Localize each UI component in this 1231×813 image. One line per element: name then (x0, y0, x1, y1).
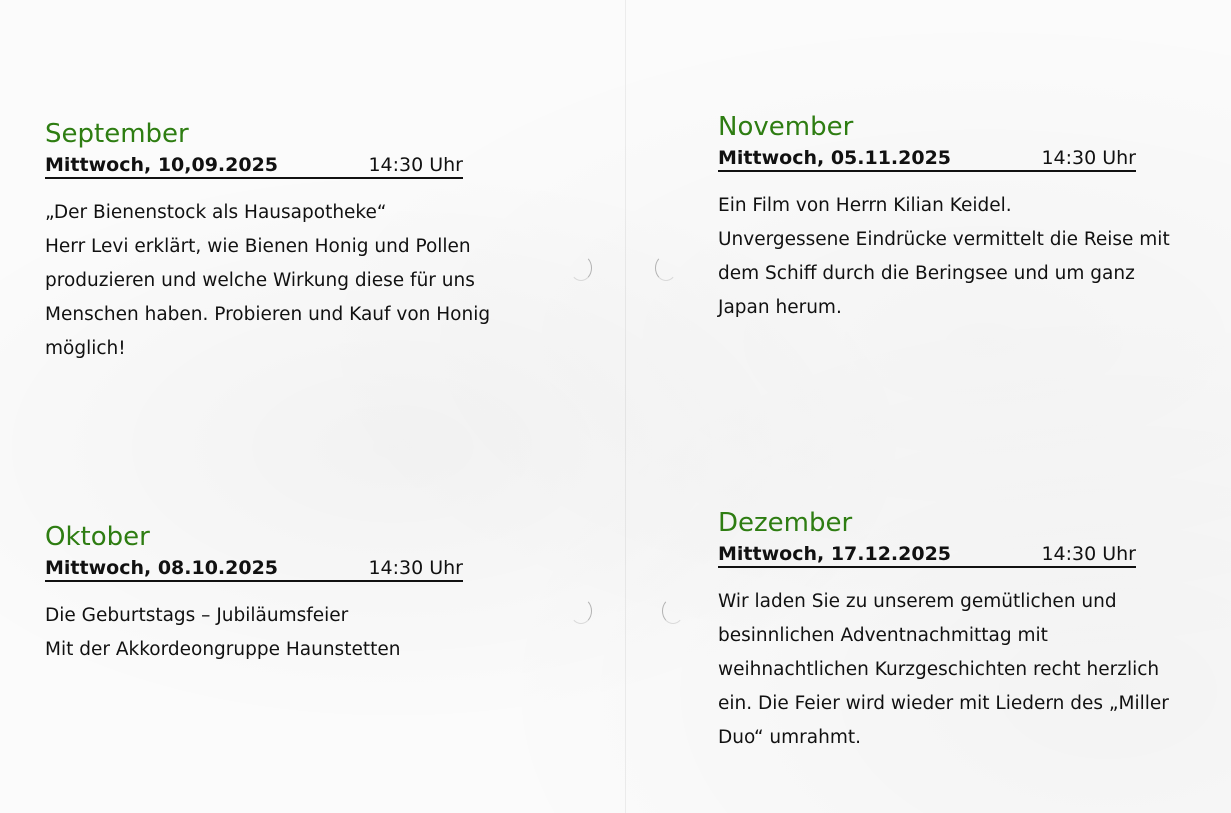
description-line: Japan herum. (718, 297, 842, 318)
month-heading: September (45, 119, 189, 149)
date-line (45, 556, 463, 582)
description-line: „Der Bienenstock als Hausapotheke“ (45, 202, 387, 223)
punch-hole-icon (570, 255, 592, 281)
punch-hole-icon (662, 598, 684, 624)
date-line (45, 153, 463, 179)
event-date: Mittwoch, 10,09.2025 (45, 154, 279, 176)
event-september (45, 119, 490, 366)
event-date: Mittwoch, 05.11.2025 (718, 147, 952, 169)
event-time: 14:30 Uhr (1041, 147, 1136, 169)
event-time: 14:30 Uhr (1041, 543, 1136, 565)
description-line: Mit der Akkordeongruppe Haunstetten (45, 639, 401, 660)
description-line: Herr Levi erklärt, wie Bienen Honig und Pollen (45, 236, 471, 257)
month-heading: Oktober (45, 522, 150, 552)
event-dezember (718, 508, 1169, 755)
event-november (718, 112, 1170, 325)
event-date: Mittwoch, 17.12.2025 (718, 543, 952, 565)
description-line: Wir laden Sie zu unserem gemütlichen und (718, 591, 1117, 612)
description-line: Unvergessene Eindrücke vermittelt die Reise mit (718, 229, 1170, 250)
description-line: Duo“ umrahmt. (718, 727, 861, 748)
event-description (718, 189, 1170, 325)
description-line: möglich! (45, 338, 126, 359)
event-description (718, 585, 1169, 755)
description-line: Ein Film von Herrn Kilian Keidel. (718, 195, 1012, 216)
event-time: 14:30 Uhr (368, 154, 463, 176)
event-time: 14:30 Uhr (368, 557, 463, 579)
description-line: Menschen haben. Probieren und Kauf von Honig (45, 304, 491, 325)
month-heading: November (718, 112, 854, 142)
punch-hole-icon (570, 598, 592, 624)
event-description (45, 599, 463, 667)
description-line: besinnlichen Adventnachmittag mit (718, 625, 1048, 646)
description-line: ein. Die Feier wird wieder mit Liedern des „Miller (718, 693, 1169, 714)
month-heading: Dezember (718, 508, 853, 538)
description-line: weihnachtlichen Kurzgeschichten recht herzlich (718, 659, 1160, 680)
description-line: Die Geburtstags – Jubiläumsfeier (45, 605, 349, 626)
fold-line (625, 0, 626, 813)
event-description (45, 196, 490, 366)
description-line: dem Schiff durch die Beringsee und um ganz (718, 263, 1135, 284)
date-line (718, 542, 1136, 568)
punch-hole-icon (655, 255, 677, 281)
event-oktober (45, 522, 463, 667)
event-date: Mittwoch, 08.10.2025 (45, 557, 279, 579)
date-line (718, 146, 1136, 172)
description-line: produzieren und welche Wirkung diese für uns (45, 270, 475, 291)
